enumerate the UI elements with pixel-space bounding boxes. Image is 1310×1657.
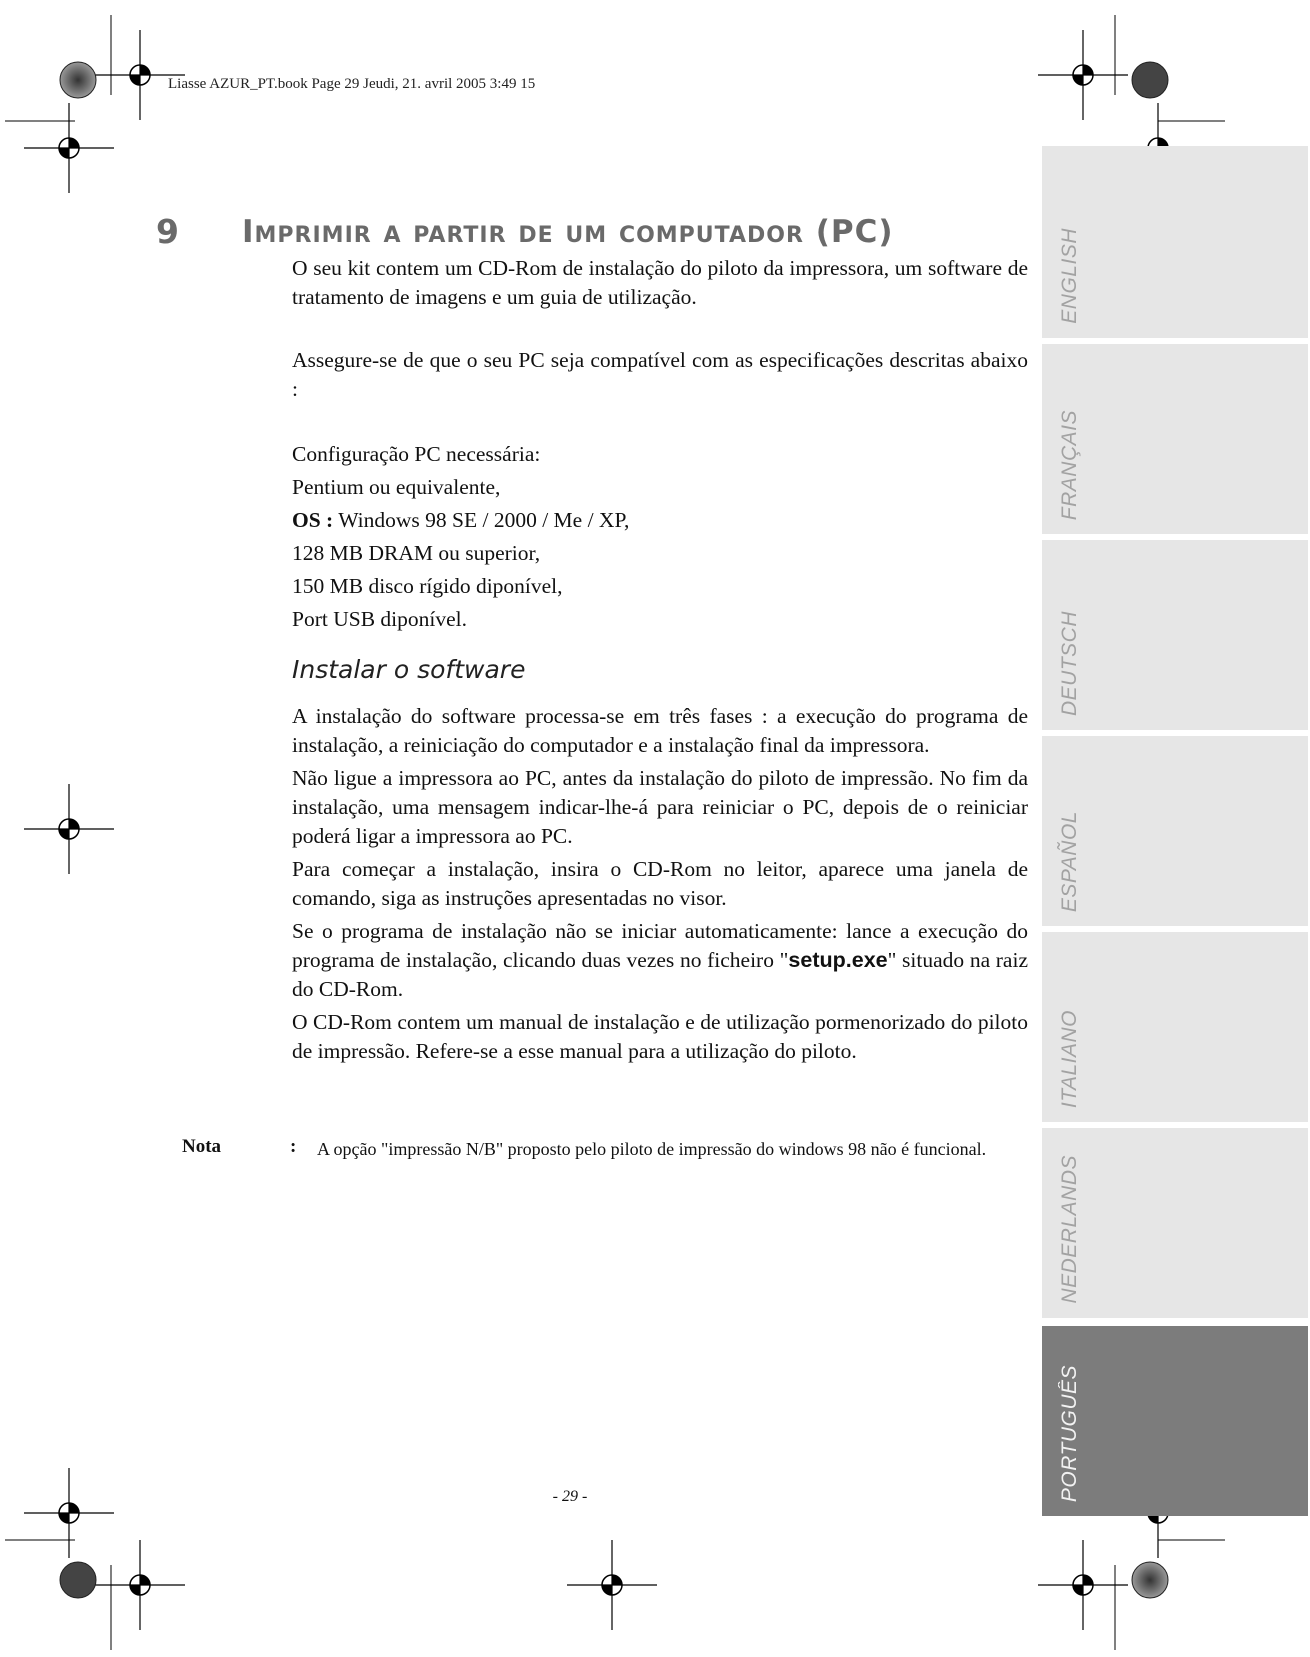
intro-paragraph: O seu kit contem um CD-Rom de instalação do piloto da impressora, um software de tratamento de imagens e um guia de utilização.: [292, 256, 1028, 309]
tab-portugues-label: PORTUGUÊS: [1058, 1364, 1081, 1502]
tab-english-label: ENGLISH: [1058, 228, 1081, 324]
section-title: Imprimir a partir de um computador (PC): [242, 214, 894, 250]
tab-english[interactable]: [1042, 146, 1308, 338]
config-os-label: OS :: [292, 508, 334, 532]
section-number: 9: [156, 212, 179, 251]
tab-deutsch-label: DEUTSCH: [1058, 610, 1081, 716]
tab-francais-label: FRANÇAIS: [1058, 409, 1081, 520]
config-processor: Pentium ou equivalente,: [292, 475, 501, 499]
tab-espanol[interactable]: [1042, 736, 1308, 926]
tab-italiano[interactable]: [1042, 932, 1308, 1122]
tab-nederlands-label: NEDERLANDS: [1058, 1155, 1081, 1304]
install-4-pre: Se o programa de instalação não se iniciar automaticamente: lance a execução do programa de instalação, clicando duas vezes no ficheiro ": [292, 919, 1028, 972]
tab-francais[interactable]: [1042, 344, 1308, 534]
install-paragraph-4: [292, 917, 1028, 1004]
install-paragraph-3: Para começar a instalação, insira o CD-Rom no leitor, aparece uma janela de comando, siga as instruções apresentadas no visor.: [292, 857, 1028, 910]
tab-espanol-label: ESPAÑOL: [1058, 810, 1081, 912]
subheading: Instalar o software: [292, 655, 526, 684]
tab-portugues[interactable]: [1042, 1326, 1308, 1516]
note-label: Nota: [182, 1136, 222, 1157]
config-disk: 150 MB disco rígido diponível,: [292, 574, 563, 598]
tab-nederlands[interactable]: [1042, 1128, 1308, 1318]
main-content: [292, 254, 1028, 1066]
page-number: - 29 -: [552, 1488, 588, 1505]
note-colon: :: [290, 1136, 297, 1157]
compat-paragraph: Assegure-se de que o seu PC seja compatível com as especificações descritas abaixo :: [292, 348, 1028, 401]
config-usb: Port USB diponível.: [292, 607, 468, 631]
tab-italiano-label: ITALIANO: [1058, 1009, 1081, 1108]
install-paragraph-2: Não ligue a impressora ao PC, antes da instalação do piloto de impressão. No fim da instalação, uma mensagem indicar-lhe-á para reiniciar o PC, depois de o reiniciar poderá ligar a impressora ao PC.: [292, 766, 1028, 848]
config-os: [292, 504, 1028, 537]
install-paragraph-1: A instalação do software processa-se em três fases : a execução do programa de instalação, a reiniciação do computador e a instalação final da impressora.: [292, 704, 1028, 757]
install-4-post: " situado na raiz do CD-Rom.: [292, 948, 1028, 1001]
book-info-header: Liasse AZUR_PT.book Page 29 Jeudi, 21. avril 2005 3:49 15: [168, 76, 536, 92]
install-paragraph-5: O CD-Rom contem um manual de instalação e de utilização pormenorizado do piloto de impressão. Refere-se a esse manual para a utilização do piloto.: [292, 1010, 1028, 1063]
tab-deutsch[interactable]: [1042, 540, 1308, 730]
config-heading: Configuração PC necessária:: [292, 442, 541, 466]
config-ram: 128 MB DRAM ou superior,: [292, 541, 541, 565]
config-list: [292, 438, 1028, 636]
setup-exe-filename: setup.exe: [788, 948, 888, 972]
note-text: A opção "impressão N/B" proposto pelo piloto de impressão do windows 98 não é funcional.: [317, 1139, 987, 1159]
config-os-value: Windows 98 SE / 2000 / Me / XP,: [333, 508, 630, 532]
